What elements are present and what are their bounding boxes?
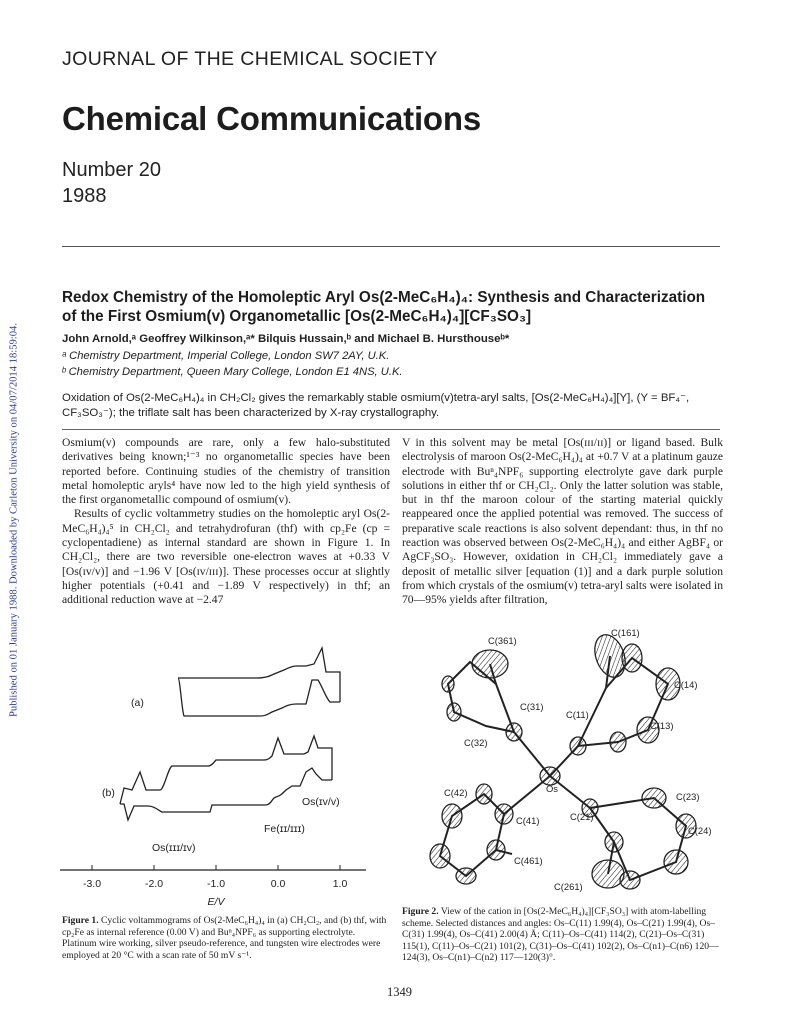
atom-ellipsoid	[642, 788, 666, 808]
figure1-caption-label: Figure 1.	[62, 915, 99, 926]
atom-ellipsoid	[442, 676, 454, 692]
journal-name: JOURNAL OF THE CHEMICAL SOCIETY	[62, 48, 438, 70]
figure2-caption-label: Figure 2.	[402, 906, 439, 917]
x-axis-title: E/V	[207, 896, 225, 908]
body-column-left	[62, 436, 390, 608]
atom-label-c461: C(461)	[514, 855, 543, 866]
download-notice	[0, 0, 22, 1035]
figure2-caption-text: View of the cation in [Os(2-MeC₆H₄)₄][CF₃SO₃] with atom-labelling scheme. Selected distances and angles: Os–C(11) 1.99(4), Os–C(21) 1.99(4), Os–C(31) 1.99(4), Os–C(41) 2.00(4) Å; C(11)–Os–C(41) 114(2), C(21)–Os–C(31) 115(1), C(11)–Os–C(21) 101(2), C(31)–Os–C(41) 102(2), Os–C(n1)–C(n6) 120—124(3), Os–C(n1)–C(n2) 117—120(3)°.	[402, 906, 719, 964]
figure1-caption-text: Cyclic voltammograms of Os(2-MeC₆H₄)₄ in (a) CH₂Cl₂, and (b) thf, with cp₂Fe as internal reference (0.00 V) and Buⁿ₄NPF₆ as supporting electrolyte. Platinum wire working, silver pseudo-reference, and tungsten wire electrodes were employed at 20 °C with a scan rate of 50 mV s⁻¹.	[62, 915, 387, 961]
trace-a-curve	[178, 648, 340, 716]
atom-label-c31: C(31)	[520, 701, 544, 712]
atom-label-c32: C(32)	[464, 737, 488, 748]
atom-ellipsoid	[447, 703, 461, 721]
atom-ellipsoid	[605, 832, 623, 852]
atom-label-c14: C(14)	[674, 679, 698, 690]
abstract: Oxidation of Os(2-MeC₆H₄)₄ in CH₂Cl₂ gives the remarkably stable osmium(v)tetra-aryl salts, [Os(2-MeC₆H₄)₄][Y], (Y = BF₄⁻, CF₃SO₃⁻); the triflate salt has been characterized by X-ray crystallography.	[62, 392, 690, 419]
atom-ellipsoid	[506, 723, 522, 741]
atom-label-c261: C(261)	[554, 881, 583, 892]
x-axis-ticks	[92, 865, 340, 870]
trace-b-label: (b)	[102, 787, 115, 799]
atom-ellipsoid	[442, 804, 462, 828]
atom-ellipsoid	[430, 844, 450, 868]
x-tick-label: -1.0	[206, 878, 226, 890]
atom-ellipsoid	[622, 644, 642, 672]
x-tick-label: -2.0	[144, 878, 164, 890]
atom-label-c21: C(21)	[570, 811, 594, 822]
author-list: John Arnold,ᵃ Geoffrey Wilkinson,ᵃ* Bilquis Hussain,ᵇ and Michael B. Hursthouseᵇ*	[62, 333, 510, 345]
voltammogram-figure	[60, 640, 380, 910]
figure1-caption	[62, 915, 390, 961]
issue-year: 1988	[62, 185, 107, 207]
header-divider	[62, 246, 720, 247]
page-number: 1349	[387, 985, 412, 999]
paragraph-electrolysis: V in this solvent may be metal [Os(ɪɪɪ/ɪɪ)] or ligand based. Bulk electrolysis of maroon Os(2-MeC₆H₄)₄ at +0.7 V at a platinum gauze electrode with Buⁿ₄NPF₆ supporting electrolyte gave dark purple solutions in either thf or CH₂Cl₂. Only the latter solution was stable, but in thf the maroon colour of the starting material quickly reappeared once the applied potential was removed. The success of preparative scale reactions is also solvent dependant: thus, in thf no reaction was observed between Os(2-MeC₆H₄)₄ and either AgBF₄ or AgCF₃SO₃. However, oxidation in CH₂Cl₂ immediately gave a deposit of metallic silver [equation (1)] and a dark purple solution from which crystals of the osmium(v) tetra-aryl salts were isolated in 70—95% yields after filtration,	[402, 436, 723, 607]
atom-label-c161: C(161)	[611, 627, 640, 638]
structure-bonds	[440, 656, 686, 880]
figure2-caption	[402, 906, 724, 964]
os-iii-iv-label: Os(ɪɪɪ/ɪv)	[152, 842, 196, 854]
affiliation-b: ᵇ Chemistry Department, Queen Mary College, London E1 4NS, U.K.	[62, 366, 403, 378]
affiliation-a: ᵃ Chemistry Department, Imperial College, London SW7 2AY, U.K.	[62, 350, 390, 362]
atom-label-c42: C(42)	[444, 787, 468, 798]
trace-a-label: (a)	[131, 697, 144, 709]
paragraph-voltammetry: Results of cyclic voltammetry studies on the homoleptic aryl Os(2-MeC₆H₄)₄⁵ in CH₂Cl₂ and tetrahydrofuran (thf) with cp₂Fe (cp = cyclopentadiene) as internal standard are shown in Figure 1. In CH₂Cl₂, there are two reversible one-electron waves at +0.33 V [Os(ɪv/v)] and −1.96 V [Os(ɪv/ɪɪɪ)]. These processes occur at slightly higher potentials (+0.41 and −1.89 V respectively) in thf; an additional reduction wave at −2.47	[62, 507, 390, 607]
thermal-ellipsoids	[430, 631, 696, 889]
atom-ellipsoid	[610, 732, 626, 752]
atom-ellipsoid	[495, 804, 513, 824]
atom-label-os: Os	[546, 783, 558, 794]
atom-ellipsoid	[476, 784, 492, 804]
publication-title: Chemical Communications	[62, 100, 481, 137]
atom-ellipsoid	[570, 737, 586, 755]
atom-ellipsoid	[664, 850, 688, 874]
atom-label-c13: C(13)	[650, 720, 674, 731]
atom-label-c23: C(23)	[676, 791, 700, 802]
fe-ii-iii-label: Fe(ɪɪ/ɪɪɪ)	[264, 823, 305, 835]
download-notice-text: Published on 01 January 1988. Downloaded by Carleton University on 04/07/2014 18:59:04.	[8, 323, 20, 717]
abstract-divider	[62, 429, 720, 430]
atom-ellipsoid	[456, 868, 476, 884]
atom-label-c24: C(24)	[688, 825, 712, 836]
atom-label-c11: C(11)	[566, 709, 589, 720]
atom-label-c361: C(361)	[488, 635, 517, 646]
x-tick-label: -3.0	[82, 878, 102, 890]
crystal-structure-figure	[404, 618, 722, 900]
body-column-right	[402, 436, 723, 608]
os-iv-v-label: Os(ɪv/v)	[302, 796, 340, 808]
paragraph-intro: Osmium(v) compounds are rare, only a few halo-substituted derivatives being known;¹⁻³ no organometallic species have been reported before. Continuing studies of the chemistry of transition metal homoleptic aryls⁴ have now led to the high yield synthesis of the first organometallic compound of osmium(v).	[62, 436, 390, 507]
trace-b-curve	[120, 736, 332, 820]
x-tick-label: 0.0	[270, 878, 286, 890]
issue-number: Number 20	[62, 159, 161, 181]
x-tick-label: 1.0	[332, 878, 348, 890]
atom-ellipsoid	[472, 650, 508, 678]
atom-ellipsoid	[487, 840, 505, 860]
atom-label-c41: C(41)	[516, 815, 540, 826]
article-title: Redox Chemistry of the Homoleptic Aryl Os(2-MeC₆H₄)₄: Synthesis and Characterization of the First Osmium(v) Organometallic [Os(2-MeC₆H₄)₄][CF₃SO₃]	[62, 289, 706, 325]
atom-ellipsoid	[592, 860, 624, 888]
